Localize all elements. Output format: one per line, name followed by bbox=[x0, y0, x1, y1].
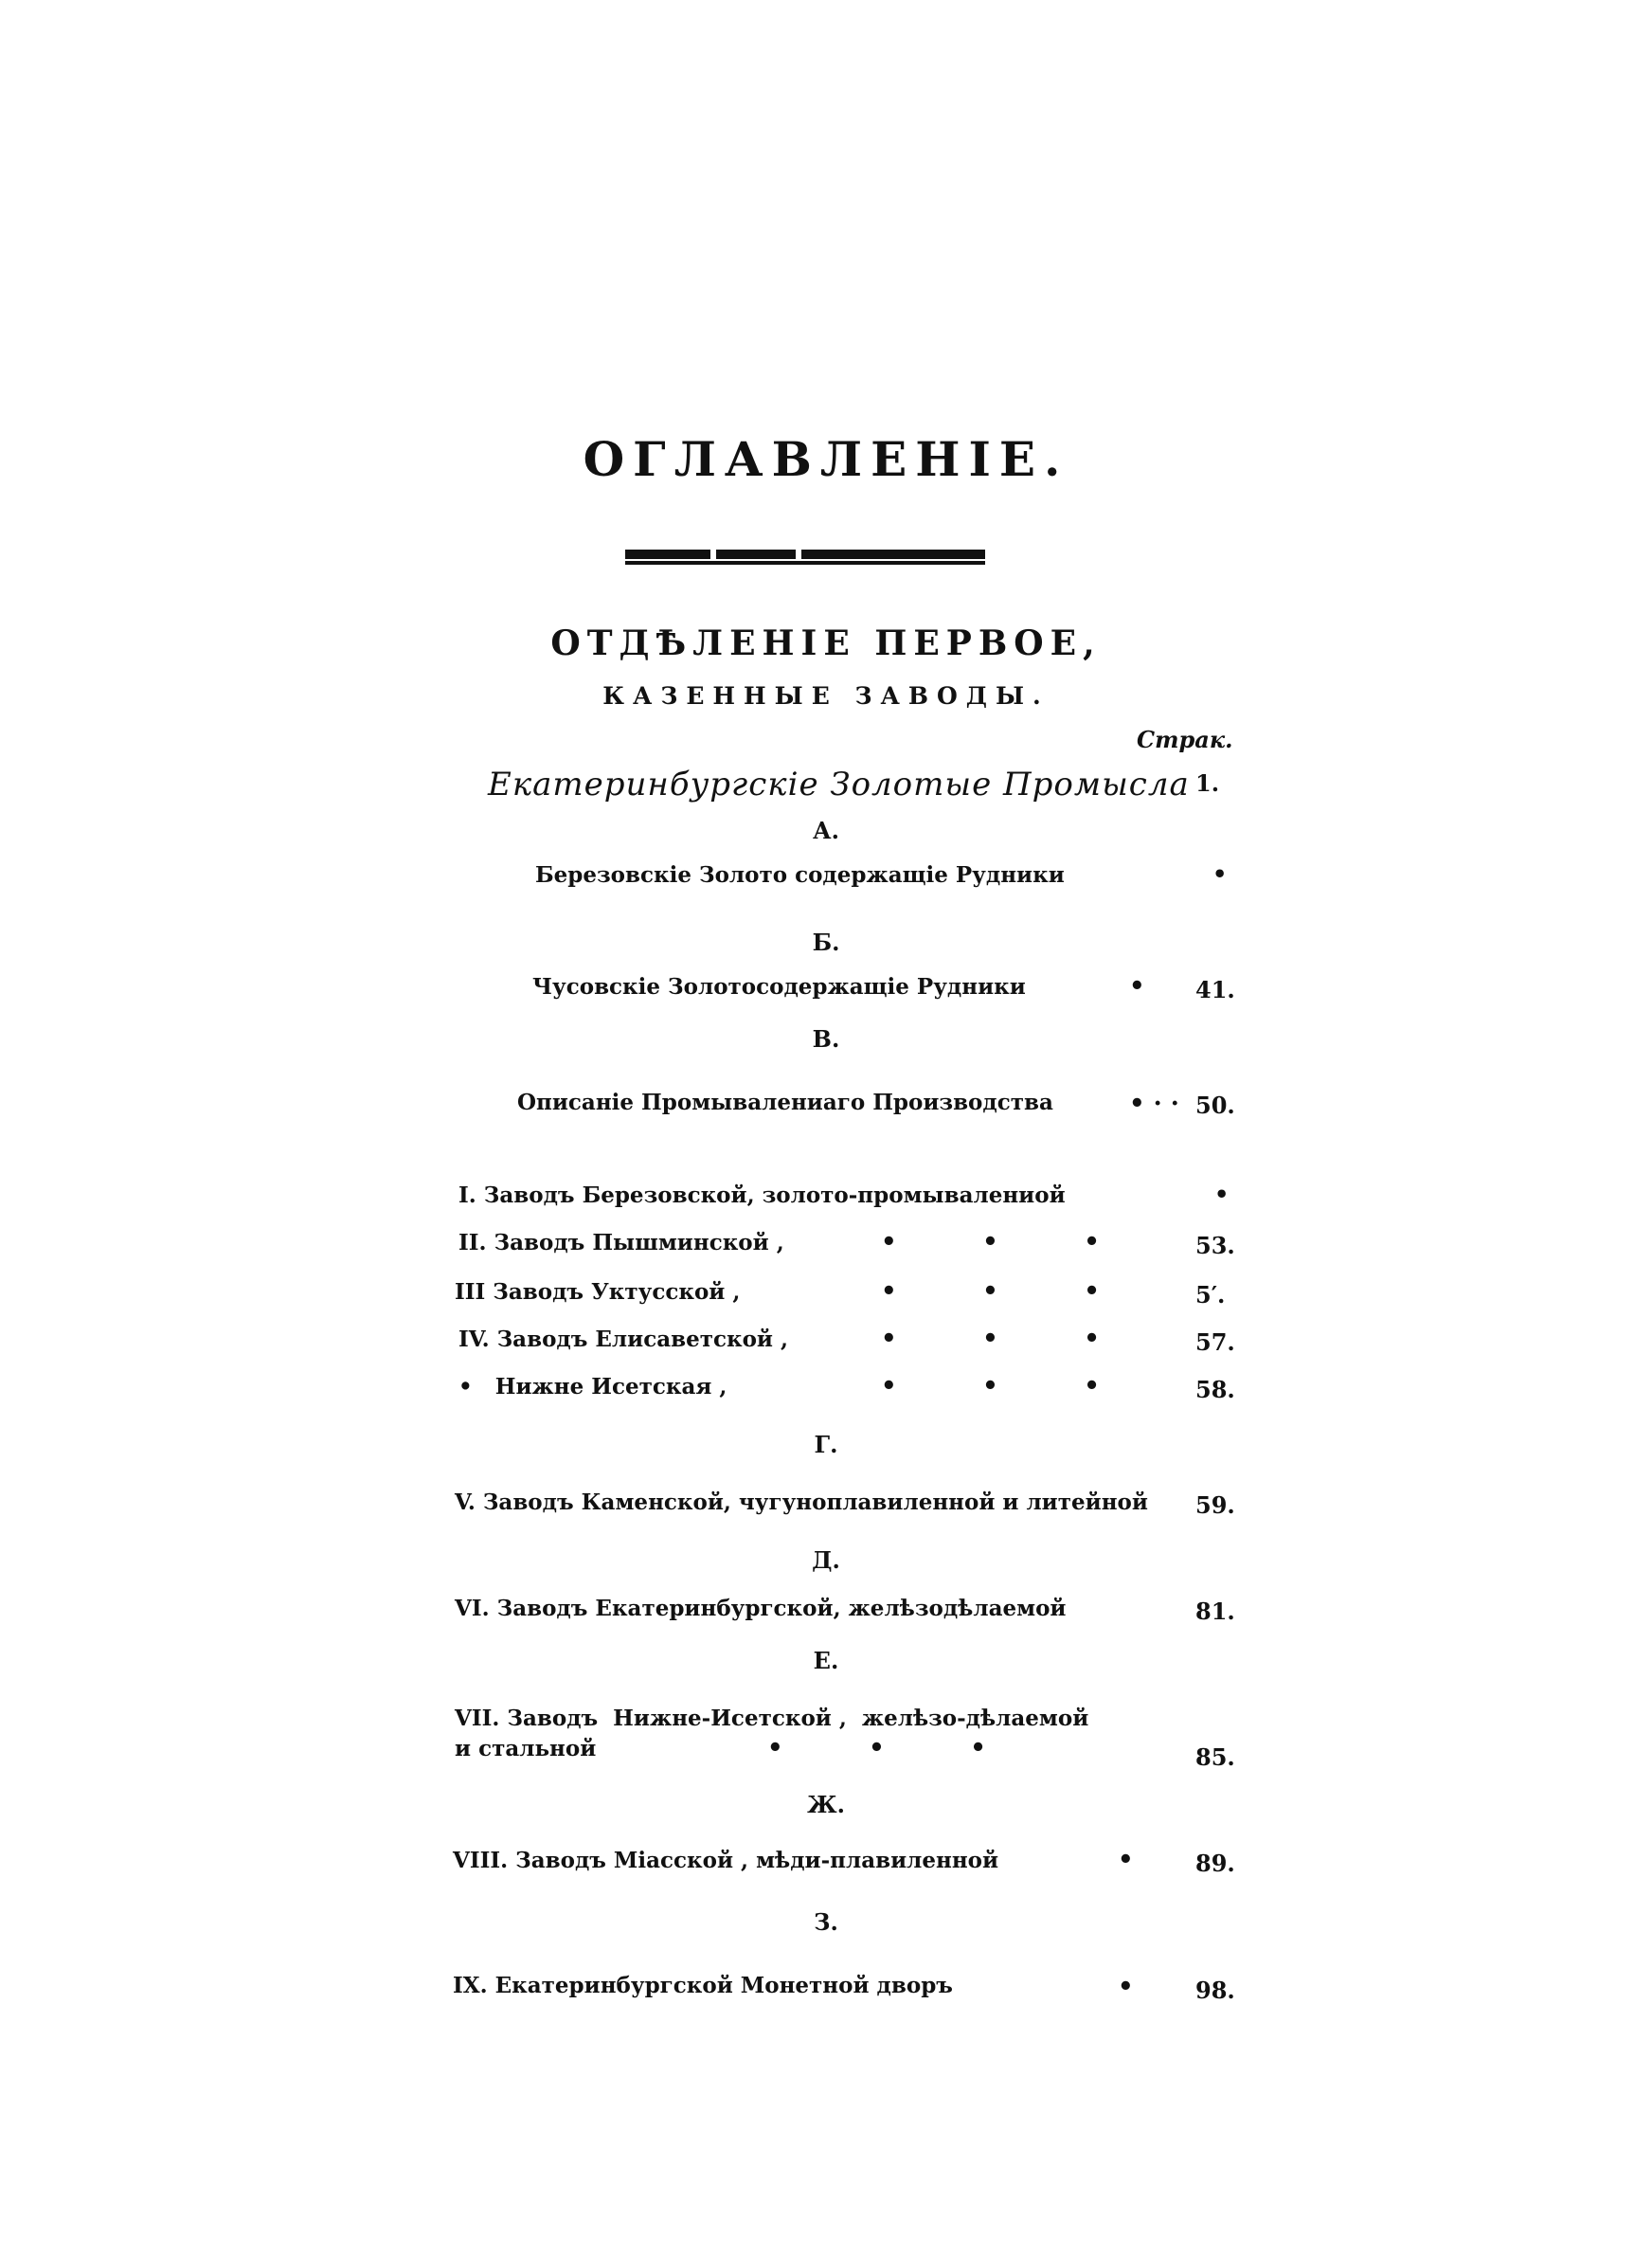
letter-heading: З. bbox=[814, 1908, 838, 1936]
letter-heading: Б. bbox=[812, 929, 840, 956]
toc-page-number: 59. bbox=[1195, 1491, 1235, 1519]
letter-heading: А. bbox=[813, 817, 839, 844]
toc-entry-main[interactable]: Екатеринбургскіе Золотые Промысла bbox=[488, 766, 1190, 803]
toc-entry[interactable]: II. Заводъ Пышминской , bbox=[458, 1230, 784, 1255]
toc-entry[interactable]: VII. Заводъ Нижне-Исетской , желѣзо-дѣлаемой bbox=[455, 1706, 1089, 1731]
leader-dots: • • • bbox=[881, 1277, 1100, 1306]
leader-dots: • • • bbox=[881, 1228, 1100, 1256]
leader-dots: • bbox=[1118, 1846, 1134, 1874]
ornamental-rule bbox=[625, 550, 985, 559]
toc-page-number: 41. bbox=[1195, 976, 1235, 1003]
toc-page-number: 58. bbox=[1195, 1376, 1235, 1403]
page-title: ОГЛАВЛЕНІЕ. bbox=[583, 431, 1069, 487]
subsection-heading: КАЗЕННЫЕ ЗАВОДЫ. bbox=[602, 682, 1050, 710]
toc-entry[interactable]: Описаніе Промывалениаго Производства bbox=[517, 1090, 1053, 1115]
toc-page-number: 81. bbox=[1195, 1598, 1235, 1625]
letter-heading: Д. bbox=[812, 1546, 840, 1574]
leader-dots: • bbox=[1129, 972, 1145, 1001]
toc-entry[interactable]: IX. Екатеринбургской Монетной дворъ bbox=[453, 1973, 953, 1998]
ornamental-rule-underline bbox=[625, 561, 985, 565]
toc-page-number: 57. bbox=[1195, 1328, 1235, 1356]
toc-page-number: • bbox=[1214, 1181, 1230, 1208]
toc-page-number: 98. bbox=[1195, 1977, 1235, 2004]
toc-entry[interactable]: Чусовскіе Золотосодержащіе Рудники bbox=[532, 974, 1026, 1000]
toc-page-number: 5′. bbox=[1195, 1281, 1226, 1309]
letter-heading: Ж. bbox=[807, 1791, 845, 1818]
toc-entry[interactable]: III Заводъ Уктусской , bbox=[455, 1279, 741, 1305]
toc-page-number: 53. bbox=[1195, 1232, 1235, 1259]
toc-entry[interactable]: IV. Заводъ Елисаветской , bbox=[458, 1327, 788, 1352]
leader-dots: • bbox=[1118, 1973, 1134, 2001]
section-heading: ОТДѢЛЕНІЕ ПЕРВОЕ, bbox=[550, 623, 1102, 663]
leader-dots: • • • bbox=[881, 1372, 1100, 1400]
toc-entry[interactable]: Березовскіе Золото содержащіе Рудники bbox=[535, 862, 1065, 888]
toc-page-number: 50. bbox=[1195, 1092, 1235, 1119]
toc-page-number: • bbox=[1212, 860, 1228, 888]
toc-entry-continuation[interactable]: и стальной bbox=[455, 1736, 597, 1761]
toc-entry[interactable]: V. Заводъ Каменской, чугуноплавиленной и литейной bbox=[455, 1490, 1148, 1515]
toc-page-number: 1. bbox=[1195, 769, 1220, 797]
leader-dots: • • • bbox=[767, 1734, 986, 1762]
toc-entry[interactable]: VI. Заводъ Екатеринбургской, желѣзодѣлаемой bbox=[455, 1596, 1067, 1621]
leader-dots: • • • bbox=[881, 1325, 1100, 1353]
letter-heading: Е. bbox=[813, 1647, 839, 1674]
toc-page-number: 85. bbox=[1195, 1743, 1235, 1771]
letter-heading: Г. bbox=[814, 1431, 838, 1458]
toc-page-number: 89. bbox=[1195, 1850, 1235, 1877]
page-column-header: Страк. bbox=[1137, 726, 1233, 753]
toc-entry[interactable]: VIII. Заводъ Міасской , мѣди-плавиленной bbox=[453, 1848, 999, 1873]
toc-entry[interactable]: I. Заводъ Березовской, золото-промывалениой bbox=[458, 1183, 1066, 1208]
leader-dots: • · · bbox=[1129, 1090, 1179, 1118]
toc-entry[interactable]: • Нижне Исетская , bbox=[458, 1374, 727, 1399]
letter-heading: В. bbox=[812, 1025, 840, 1053]
